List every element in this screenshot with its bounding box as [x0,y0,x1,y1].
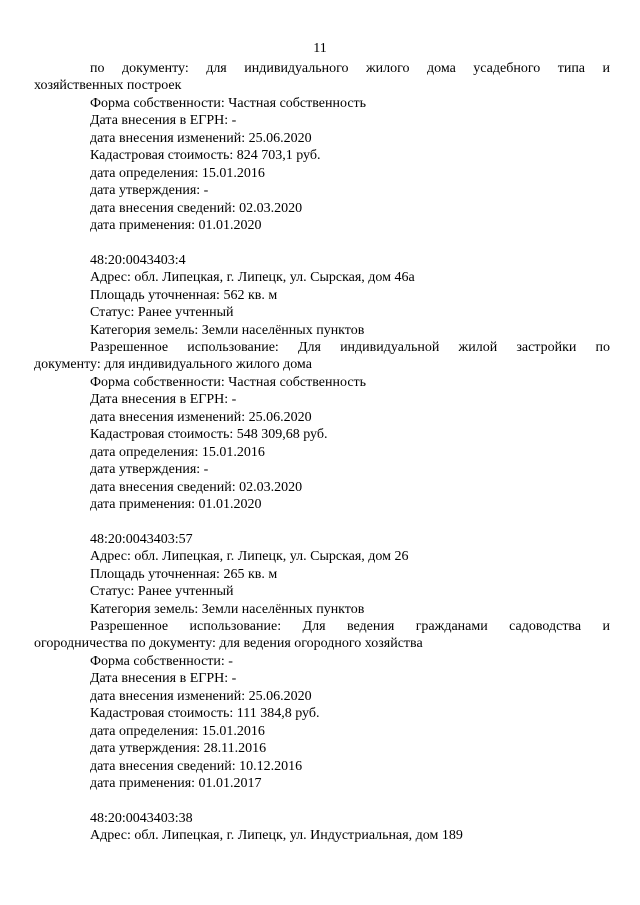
page-number: 11 [313,41,327,56]
text-line: хозяйственных построек [34,78,182,94]
cost-line: Кадастровая стоимость: 111 384,8 руб. [90,706,320,722]
approval-date-line: дата утверждения: - [90,183,209,199]
parcel-number: 48:20:0043403:57 [90,531,193,547]
permitted-use-line: документу: для индивидуального жилого дома [34,357,312,373]
application-date-line: дата применения: 01.01.2020 [90,217,262,233]
info-date-line: дата внесения сведений: 10.12.2016 [90,758,303,774]
determination-date-line: дата определения: 15.01.2016 [90,723,265,739]
determination-date-line: дата определения: 15.01.2016 [90,165,265,181]
permitted-use-line: Разрешенное использование: Для индивидуальной жилой застройки по [90,340,610,355]
approval-date-line: дата утверждения: - [90,462,209,478]
egrn-date-line: Дата внесения в ЕГРН: - [90,113,237,129]
application-date-line: дата применения: 01.01.2017 [90,775,262,791]
address-line: Адрес: обл. Липецкая, г. Липецк, ул. Индустриальная, дом 189 [90,828,463,844]
egrn-date-line: Дата внесения в ЕГРН: - [90,392,237,408]
change-date-line: дата внесения изменений: 25.06.2020 [90,688,312,704]
category-line: Категория земель: Земли населённых пунктов [90,322,365,338]
cost-line: Кадастровая стоимость: 824 703,1 руб. [90,148,321,164]
document-body [34,60,610,845]
permitted-use-line: Разрешенное использование: Для ведения гражданами садоводства и [90,619,610,634]
area-line: Площадь уточненная: 265 кв. м [90,566,278,582]
status-line: Статус: Ранее учтенный [90,305,234,321]
cost-line: Кадастровая стоимость: 548 309,68 руб. [90,427,328,443]
change-date-line: дата внесения изменений: 25.06.2020 [90,130,312,146]
info-date-line: дата внесения сведений: 02.03.2020 [90,200,303,216]
status-line: Статус: Ранее учтенный [90,584,234,600]
parcel-number: 48:20:0043403:4 [90,252,186,268]
info-date-line: дата внесения сведений: 02.03.2020 [90,479,303,495]
egrn-date-line: Дата внесения в ЕГРН: - [90,671,237,687]
category-line: Категория земель: Земли населённых пунктов [90,601,365,617]
parcel-number: 48:20:0043403:38 [90,810,193,826]
address-line: Адрес: обл. Липецкая, г. Липецк, ул. Сырская, дом 46а [90,270,415,286]
ownership-line: Форма собственности: - [90,653,233,669]
ownership-line: Форма собственности: Частная собственность [90,374,367,390]
ownership-line: Форма собственности: Частная собственность [90,95,367,111]
application-date-line: дата применения: 01.01.2020 [90,496,262,512]
area-line: Площадь уточненная: 562 кв. м [90,287,278,303]
permitted-use-line: огородничества по документу: для ведения огородного хозяйства [34,636,423,652]
text-line: по документу: для индивидуального жилого дома усадебного типа и [90,61,610,76]
address-line: Адрес: обл. Липецкая, г. Липецк, ул. Сырская, дом 26 [90,549,409,565]
change-date-line: дата внесения изменений: 25.06.2020 [90,409,312,425]
approval-date-line: дата утверждения: 28.11.2016 [90,741,267,757]
determination-date-line: дата определения: 15.01.2016 [90,444,265,460]
